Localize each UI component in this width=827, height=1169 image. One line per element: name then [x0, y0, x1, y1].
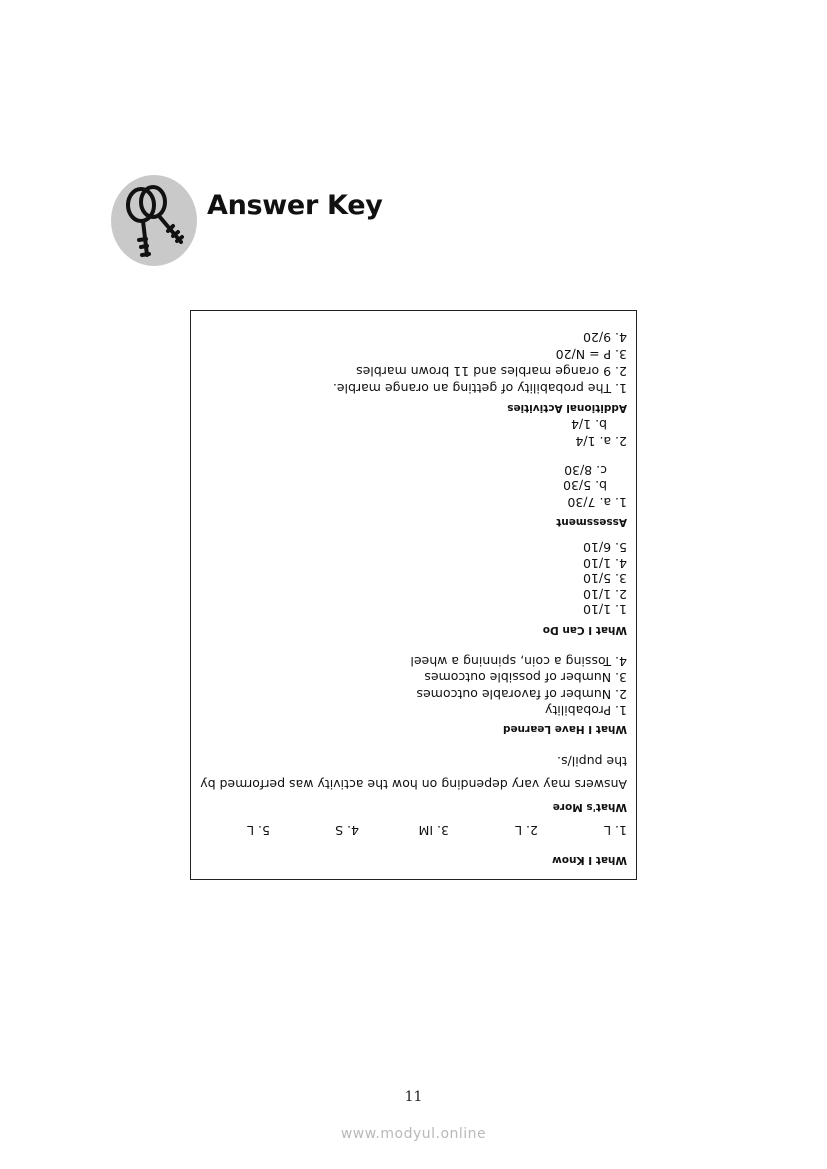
- list-item: 2. a. 1/4: [575, 434, 627, 449]
- answer-item: 1. L: [604, 823, 627, 838]
- list-item: 1. The probability of getting an orange marble.: [332, 381, 627, 396]
- page-number: 11: [404, 1089, 423, 1105]
- list-item: 2. 1/10: [583, 587, 627, 602]
- list-item: 1. Probability: [545, 703, 627, 718]
- list-item: b. 1/4: [571, 417, 607, 432]
- answer-item: 3. IM: [418, 823, 449, 838]
- list-item: 4. Tossing a coin, spinning a wheel: [410, 654, 627, 669]
- answer-key-content: [191, 311, 638, 881]
- list-item: 2. Number of favorable outcomes: [416, 687, 627, 702]
- page-title: Answer Key: [207, 190, 383, 221]
- answer-item: 5. L: [247, 823, 270, 838]
- list-item: 5. 6/10: [583, 540, 627, 555]
- list-item: 4. 9/20: [583, 330, 627, 345]
- list-item: 3. Number of possible outcomes: [424, 670, 627, 685]
- section-heading-what-i-have-learned: What I Have Learned: [502, 723, 627, 735]
- section-heading-whats-more: What's More: [552, 801, 627, 813]
- answer-key-box: [190, 310, 637, 880]
- section-heading-additional-activities: Additional Activities: [507, 402, 627, 414]
- text-line: the pupil/s.: [557, 754, 627, 769]
- list-item: 1. a. 7/30: [567, 495, 627, 510]
- list-item: 3. P = N/20: [555, 347, 627, 362]
- list-item: c. 8/30: [564, 463, 607, 478]
- answer-item: 2. L: [515, 823, 538, 838]
- watermark: www.modyul.online: [340, 1126, 487, 1142]
- section-heading-what-i-know: What I Know: [552, 854, 627, 866]
- section-heading-what-i-can-do: What I Can Do: [542, 624, 627, 636]
- list-item: b. 5/30: [563, 478, 607, 493]
- list-item: 2. 9 orange marbles and 11 brown marbles: [356, 364, 627, 379]
- text-line: Answers may vary depending on how the activity was performed by: [200, 777, 627, 792]
- section-heading-assessment: Assessment: [556, 516, 627, 528]
- list-item: 1. 1/10: [583, 602, 627, 617]
- keys-icon: [111, 175, 197, 266]
- list-item: 3. 5/10: [583, 571, 627, 586]
- answer-item: 4. S: [335, 823, 359, 838]
- list-item: 4. 1/10: [583, 556, 627, 571]
